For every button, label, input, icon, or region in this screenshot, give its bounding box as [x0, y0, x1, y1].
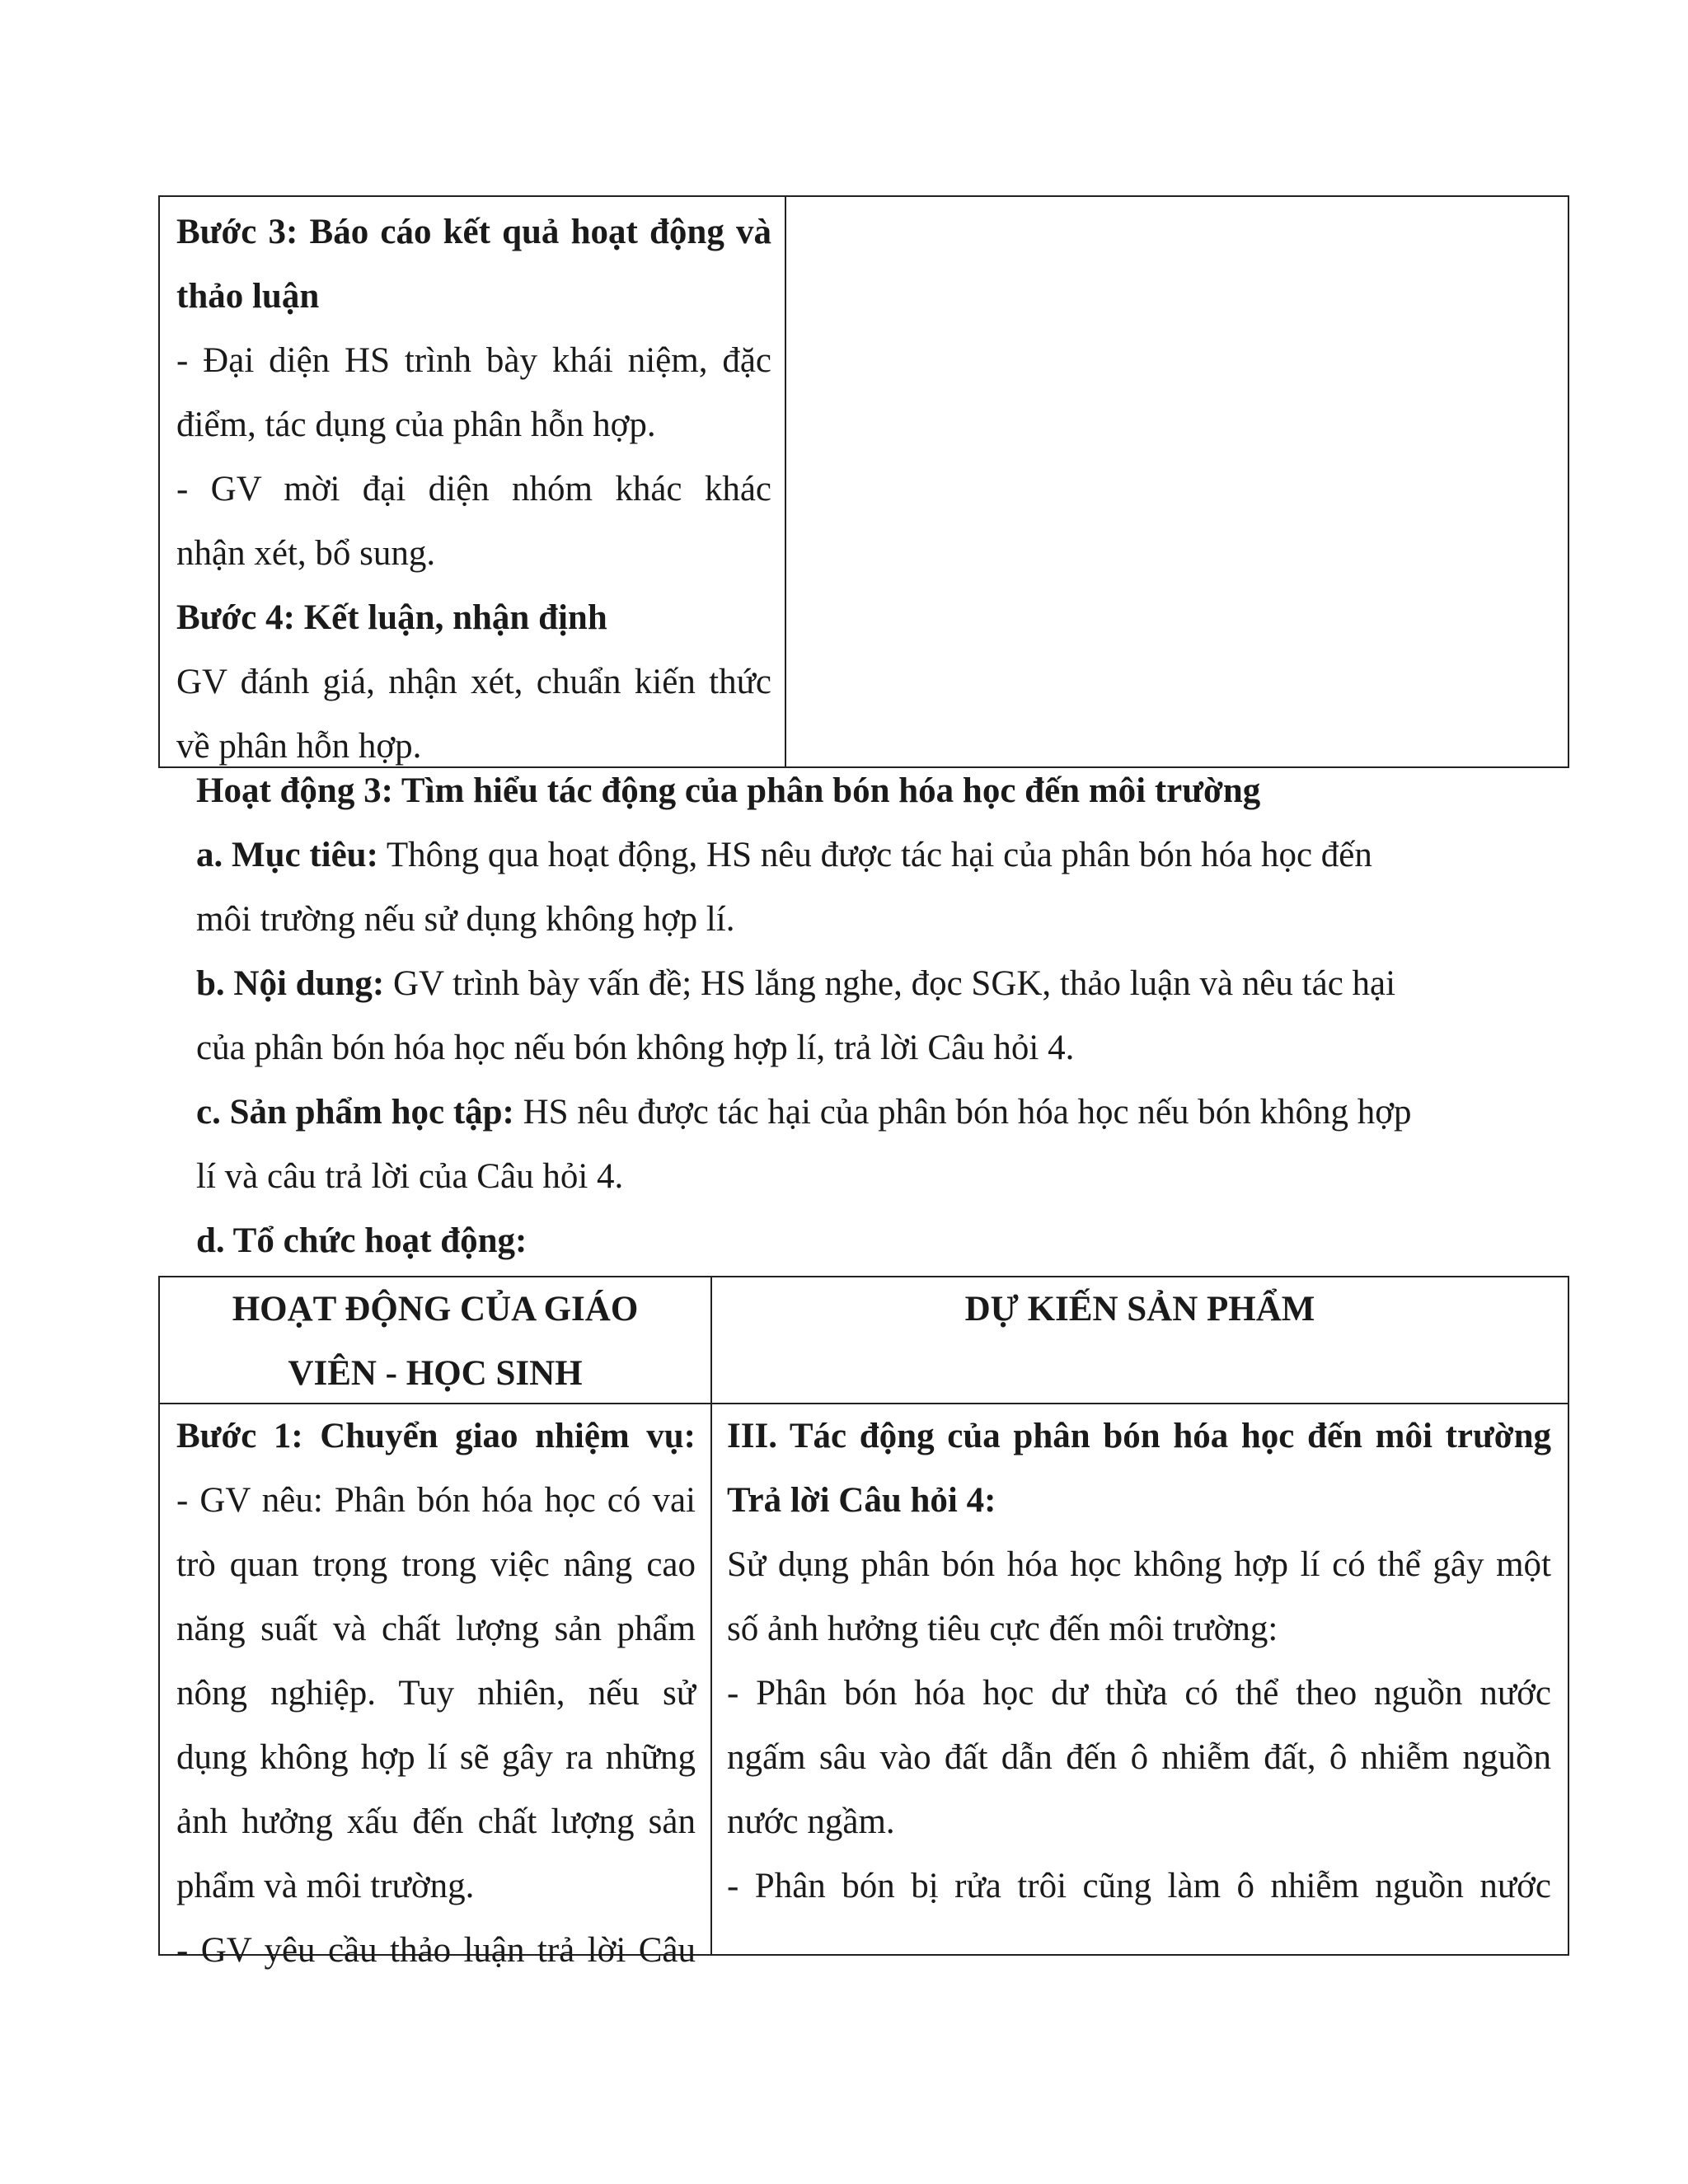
- organize-heading: d. Tổ chức hoạt động:: [196, 1221, 528, 1260]
- table1-left-line: điểm, tác dụng của phân hỗn hợp.: [176, 405, 656, 444]
- table1-left-line: GV đánh giá, nhận xét, chuẩn kiến thức: [176, 663, 771, 701]
- continuation-table: [158, 195, 1569, 768]
- table2-left-line: phẩm và môi trường.: [176, 1867, 475, 1905]
- table1-left-line: Bước 3: Báo cáo kết quả hoạt động và: [176, 213, 771, 251]
- table2-left-line: - GV nêu: Phân bón hóa học có vai: [176, 1481, 696, 1520]
- table2-right-line: nước ngầm.: [727, 1802, 895, 1841]
- content-text-continued: của phân bón hóa học nếu bón không hợp lí, trả lời Câu hỏi 4.: [196, 1029, 1075, 1067]
- expected-product-cell-empty: [786, 197, 1568, 766]
- table2-left-line: ảnh hưởng xấu đến chất lượng sản: [176, 1802, 696, 1841]
- table2-left-line: trò quan trọng trong việc nâng cao: [176, 1545, 696, 1584]
- table1-left-line: - GV mời đại diện nhóm khác khác: [176, 470, 771, 509]
- table2-left-line: năng suất và chất lượng sản phẩm: [176, 1610, 696, 1648]
- table2-right-line: Trả lời Câu hỏi 4:: [727, 1481, 996, 1520]
- table-column-divider: [710, 1277, 712, 1954]
- header-left-line-2: VIÊN - HỌC SINH: [288, 1354, 583, 1393]
- activity-3-section: [196, 759, 1515, 1273]
- product-paragraph: [196, 1080, 1515, 1145]
- objective-label: a. Mục tiêu:: [196, 836, 378, 874]
- table1-left-line: về phân hỗn hợp.: [176, 727, 422, 766]
- table2-left-line: - GV yêu cầu thảo luận trả lời Câu: [176, 1931, 696, 1970]
- header-expected-product: [712, 1277, 1568, 1342]
- activity-table: [158, 1276, 1569, 1970]
- objective-text: Thông qua hoạt động, HS nêu được tác hại của phân bón hóa học đến: [377, 836, 1372, 874]
- table1-left-line: - Đại diện HS trình bày khái niệm, đặc: [176, 341, 771, 380]
- teacher-student-activity-cell: [176, 200, 771, 779]
- table2-right-line: số ảnh hưởng tiêu cực đến môi trường:: [727, 1610, 1278, 1648]
- objective-paragraph: [196, 823, 1515, 888]
- table2-left-line: nông nghiệp. Tuy nhiên, nếu sử: [176, 1674, 696, 1713]
- objective-text-continued: môi trường nếu sử dụng không hợp lí.: [196, 900, 735, 939]
- expected-product-cell: [727, 1404, 1551, 1919]
- header-left-line-1: HOẠT ĐỘNG CỦA GIÁO: [232, 1290, 639, 1329]
- content-label: b. Nội dung:: [196, 964, 385, 1003]
- table2-right-line: - Phân bón hóa học dư thừa có thể theo nguồn nước: [727, 1674, 1551, 1713]
- content-text: GV trình bày vấn đề; HS lắng nghe, đọc SGK, thảo luận và nêu tác hại: [384, 964, 1396, 1003]
- table2-right-line: III. Tác động của phân bón hóa học đến môi trường: [727, 1417, 1551, 1455]
- product-label: c. Sản phẩm học tập:: [196, 1093, 514, 1132]
- table2-right-line: ngấm sâu vào đất dẫn đến ô nhiễm đất, ô nhiễm nguồn: [727, 1738, 1551, 1777]
- table2-left-line: Bước 1: Chuyển giao nhiệm vụ:: [176, 1417, 696, 1455]
- header-teacher-student-activity: [160, 1277, 710, 1406]
- table1-left-line: Bước 4: Kết luận, nhận định: [176, 598, 607, 637]
- header-right-title: DỰ KIẾN SẢN PHẨM: [964, 1290, 1315, 1329]
- table2-right-line: - Phân bón bị rửa trôi cũng làm ô nhiễm nguồn nước: [727, 1867, 1551, 1905]
- product-text-continued: lí và câu trả lời của Câu hỏi 4.: [196, 1157, 624, 1196]
- teacher-student-activity-cell: [176, 1404, 696, 1983]
- content-paragraph: [196, 952, 1515, 1016]
- table1-left-line: thảo luận: [176, 277, 320, 316]
- product-text: HS nêu được tác hại của phân bón hóa học nếu bón không hợp: [513, 1093, 1412, 1132]
- table1-left-line: nhận xét, bổ sung.: [176, 534, 436, 573]
- activity-heading: Hoạt động 3: Tìm hiểu tác động của phân bón hóa học đến môi trường: [196, 771, 1261, 810]
- table2-right-line: Sử dụng phân bón hóa học không hợp lí có thể gây một: [727, 1545, 1551, 1584]
- table2-left-line: dụng không hợp lí sẽ gây ra những: [176, 1738, 696, 1777]
